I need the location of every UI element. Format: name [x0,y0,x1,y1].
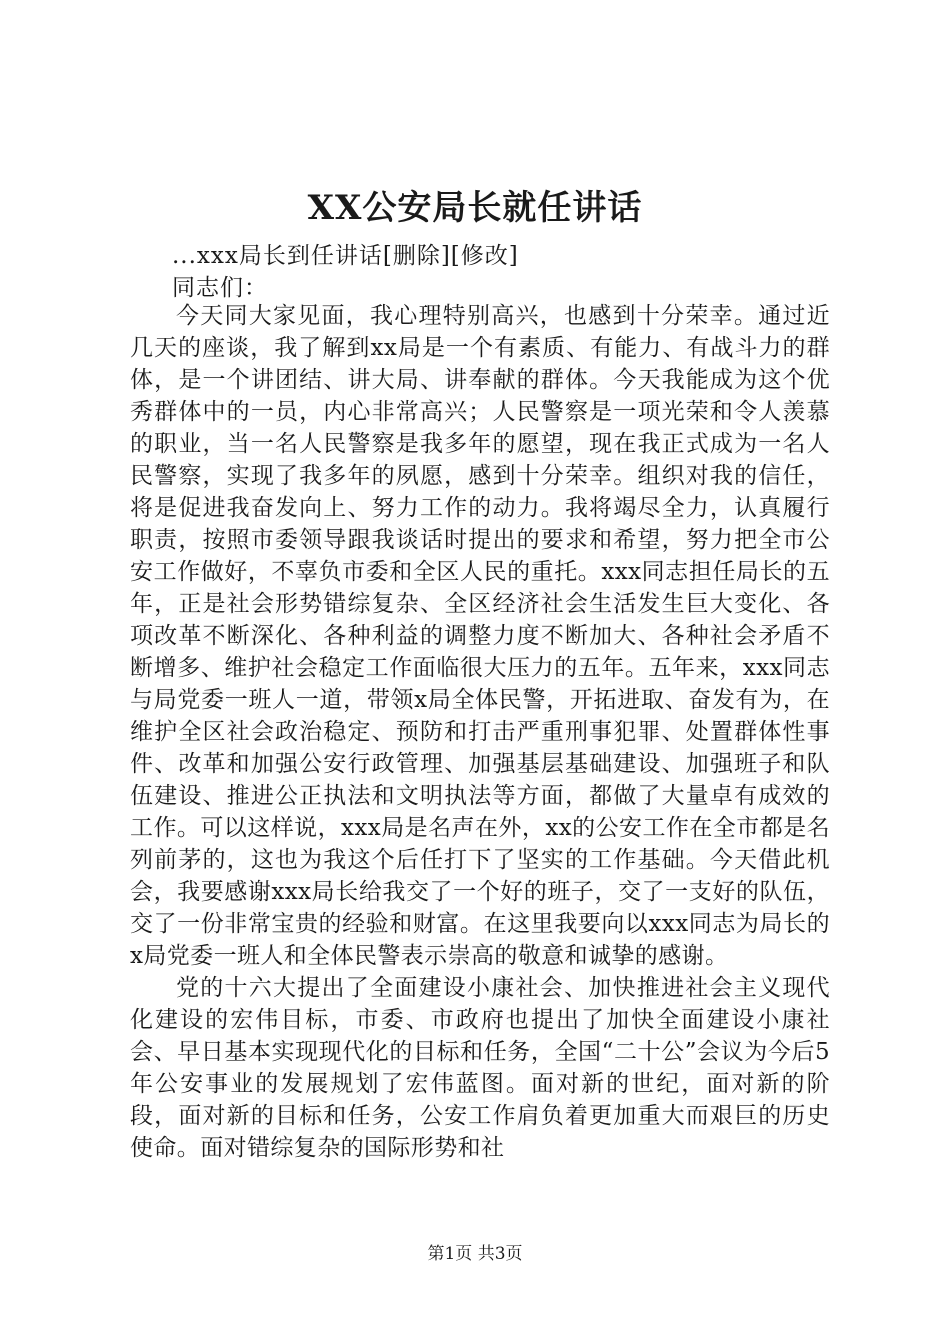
document-body [130,300,830,1164]
paragraph: 党的十六大提出了全面建设小康社会、加快推进社会主义现代化建设的宏伟目标，市委、市政府也提出了加快全面建设小康社会、早日基本实现现代化的目标和任务，全国“二十公”会议为今后5年公安事业的发展规划了宏伟蓝图。面对新的世纪，面对新的阶段，面对新的目标和任务，公安工作肩负着更加重大而艰巨的历史使命。面对错综复杂的国际形势和社 [130,975,830,1161]
paragraph: 今天同大家见面，我心理特别高兴，也感到十分荣幸。通过近几天的座谈，我了解到xx局是一个有素质、有能力、有战斗力的群体，是一个讲团结、讲大局、讲奉献的群体。今天我能成为这个优秀群体中的一员，内心非常高兴；人民警察是一项光荣和令人羡慕的职业，当一名人民警察是我多年的愿望，现在我正式成为一名人民警察，实现了我多年的夙愿，感到十分荣幸。组织对我的信任，将是促进我奋发向上、努力工作的动力。我将竭尽全力，认真履行职责，按照市委领导跟我谈话时提出的要求和希望，努力把全市公安工作做好，不辜负市委和全区人民的重托。xxx同志担任局长的五年，正是社会形势错综复杂、全区经济社会生活发生巨大变化、各项改革不断深化、各种利益的调整力度不断加大、各种社会矛盾不断增多、维护社会稳定工作面临很大压力的五年。五年来，xxx同志与局党委一班人一道，带领x局全体民警，开拓进取、奋发有为，在维护全区社会政治稳定、预防和打击严重刑事犯罪、处置群体性事件、改革和加强公安行政管理、加强基层基础建设、加强班子和队伍建设、推进公正执法和文明执法等方面，都做了大量卓有成效的工作。可以这样说，xxx局是名声在外，xx的公安工作在全市都是名列前茅的，这也为我这个后任打下了坚实的工作基础。今天借此机会，我要感谢xxx局长给我交了一个好的班子，交了一支好的队伍，交了一份非常宝贵的经验和财富。在这里我要向以xxx同志为局长的x局党委一班人和全体民警表示崇高的敬意和诚挚的感谢。 [130,303,830,969]
document-subline: ...xxx局长到任讲话[删除][修改] [172,243,519,269]
page-number-footer: 第1页 共3页 [427,1244,523,1264]
salutation: 同志们： [172,275,268,301]
document-title: XX公安局长就任讲话 [307,188,643,228]
